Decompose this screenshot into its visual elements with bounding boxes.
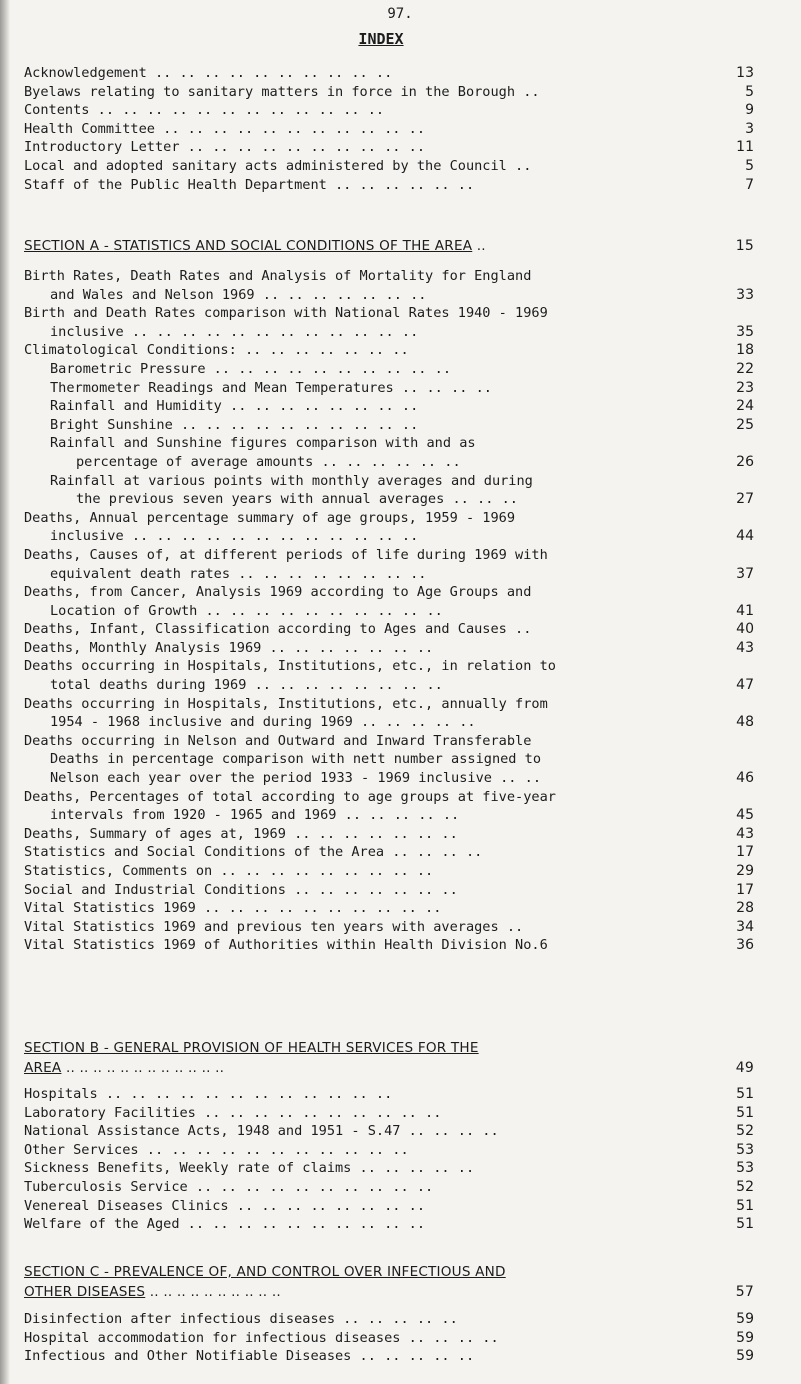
index-entry: Rainfall and Humidity .. .. .. .. .. .. .. .. 24 — [50, 398, 754, 415]
index-entry: Rainfall at various points with monthly averages and during the previous seven years with annual averages .. .. .. 27 — [50, 472, 754, 508]
section-c-heading: SECTION C - PREVALENCE OF, AND CONTROL OVER INFECTIOUS AND OTHER DISEASES .. .. .. .. .. .. .. .. .. .. 57 — [24, 1264, 754, 1300]
page-ref: 3 — [745, 120, 754, 137]
page-ref: 23 — [736, 379, 754, 396]
page-ref: 49 — [735, 1060, 754, 1076]
section-a-heading: SECTION A - STATISTICS AND SOCIAL CONDITIONS OF THE AREA .. 15 — [24, 238, 754, 254]
index-entry: Birth Rates, Death Rates and Analysis of Mortality for England and Wales and Nelson 1969 .. .. .. .. .. .. .. 33 — [24, 268, 754, 303]
index-entry: Disinfection after infectious diseases .. .. .. .. .. 59 — [24, 1311, 754, 1327]
index-entry: Barometric Pressure .. .. .. .. .. .. .. .. .. .. 22 — [50, 360, 754, 377]
index-entry: Deaths, Causes of, at different periods of life during 1969 with equivalent death rates .. .. .. .. .. .. .. .. 37 — [24, 546, 754, 582]
page-ref: 40 — [736, 621, 754, 638]
index-entry: Deaths, Monthly Analysis 1969 .. .. .. .. .. .. .. 43 — [24, 639, 754, 656]
section-c-entries — [24, 1310, 754, 1366]
page-ref: 36 — [736, 937, 754, 954]
page-ref: 44 — [736, 528, 754, 545]
index-entry: Deaths, Infant, Classification according to Ages and Causes .. 40 — [24, 621, 754, 638]
index-entry: Statistics and Social Conditions of the Area .. .. .. .. 17 — [24, 844, 754, 861]
index-entry: Vital Statistics 1969 .. .. .. .. .. .. .. .. .. .. 28 — [24, 900, 754, 917]
page-ref: 51 — [736, 1197, 754, 1214]
index-entry: Infectious and Other Notifiable Diseases .. .. .. .. .. 59 — [24, 1348, 754, 1365]
page-ref: 43 — [736, 639, 754, 656]
index-entry: Birth and Death Rates comparison with National Rates 1940 - 1969 inclusive .. .. .. .. .. .. .. .. .. .. .. .. 35 — [24, 305, 754, 340]
page-ref: 47 — [736, 677, 754, 694]
page-ref: 5 — [745, 157, 754, 174]
section-b-heading: SECTION B - GENERAL PROVISION OF HEALTH SERVICES FOR THE AREA .. .. .. .. .. .. .. .. .. .. .. .. 49 — [24, 1040, 754, 1076]
index-entry: National Assistance Acts, 1948 and 1951 - S.47 .. .. .. .. 52 — [24, 1123, 754, 1140]
index-entry: Local and adopted sanitary acts administered by the Council .. 5 — [24, 157, 754, 174]
index-entry: Other Services .. .. .. .. .. .. .. .. .. .. .. 53 — [24, 1141, 754, 1158]
index-entry: Rainfall and Sunshine figures comparison with and as percentage of average amounts .. .. .. .. .. .. 26 — [50, 435, 754, 470]
index-entry: Deaths occurring in Hospitals, Institutions, etc., in relation to total deaths during 1969 .. .. .. .. .. .. .. .. 47 — [24, 658, 754, 694]
page-ref: 9 — [745, 102, 754, 119]
index-entry: Climatological Conditions: .. .. .. .. .. .. .. 18 — [24, 342, 754, 359]
page-ref: 33 — [736, 286, 754, 303]
page-ref: 52 — [736, 1123, 754, 1140]
index-entry: Welfare of the Aged .. .. .. .. .. .. .. .. .. .. 51 — [24, 1216, 754, 1233]
index-entry: Acknowledgement .. .. .. .. .. .. .. .. .. .. 13 — [24, 65, 754, 81]
page-ref: 37 — [736, 565, 754, 582]
page-ref: 24 — [736, 398, 754, 415]
index-entry: Thermometer Readings and Mean Temperatures .. .. .. .. 23 — [50, 379, 754, 396]
index-entry: Introductory Letter .. .. .. .. .. .. .. .. .. .. 11 — [24, 139, 754, 156]
index-entry: Byelaws relating to sanitary matters in force in the Borough .. 5 — [24, 83, 754, 100]
page-ref: 28 — [736, 900, 754, 917]
page-title: INDEX — [358, 30, 404, 48]
page-ref: 15 — [735, 238, 754, 254]
section-a-entries — [24, 267, 754, 955]
index-entry: Laboratory Facilities .. .. .. .. .. .. .. .. .. .. 51 — [24, 1104, 754, 1121]
page-number: 97. — [387, 6, 413, 22]
page-ref: 51 — [736, 1104, 754, 1121]
index-entry: Hospital accommodation for infectious diseases .. .. .. .. 59 — [24, 1329, 754, 1346]
index-entry: Vital Statistics 1969 and previous ten years with averages .. 34 — [24, 918, 754, 935]
intro-entries — [24, 64, 754, 194]
index-entry: Hospitals .. .. .. .. .. .. .. .. .. .. .. .. 51 — [24, 1086, 754, 1102]
page-ref: 17 — [736, 844, 754, 861]
section-b-entries — [24, 1085, 754, 1234]
index-entry: Health Committee .. .. .. .. .. .. .. .. .. .. .. 3 — [24, 120, 754, 137]
page-ref: 29 — [736, 863, 754, 879]
page-ref: 5 — [745, 83, 754, 100]
page-ref: 52 — [736, 1178, 754, 1195]
index-entry: Tuberculosis Service .. .. .. .. .. .. .. .. .. .. 52 — [24, 1178, 754, 1195]
page-ref: 43 — [736, 825, 754, 842]
page-ref: 57 — [735, 1284, 754, 1300]
page-ref: 11 — [736, 139, 754, 156]
index-entry: Statistics, Comments on .. .. .. .. .. .. .. .. .. 29 — [24, 863, 754, 879]
page-ref: 46 — [736, 770, 754, 787]
index-entry: Deaths occurring in Nelson and Outward and Inward Transferable Deaths in percentage comparison with nett number assigned to Nelson each year over the period 1933 - 1969 inclusive .. .. 46 — [24, 732, 754, 787]
page-ref: 51 — [736, 1216, 754, 1233]
index-entry: Social and Industrial Conditions .. .. .. .. .. .. .. 17 — [24, 881, 754, 898]
page-ref: 25 — [736, 416, 754, 433]
page-ref: 22 — [736, 360, 754, 377]
index-entry: Deaths, Annual percentage summary of age groups, 1959 - 1969 inclusive .. .. .. .. .. .. .. .. .. .. .. .. 44 — [24, 509, 754, 545]
index-entry: Deaths, from Cancer, Analysis 1969 according to Age Groups and Location of Growth .. .. .. .. .. .. .. .. .. .. 41 — [24, 584, 754, 619]
page-ref: 51 — [736, 1086, 754, 1102]
page-ref: 59 — [736, 1348, 754, 1365]
page-ref: 59 — [736, 1311, 754, 1327]
page-ref: 41 — [736, 602, 754, 619]
page-ref: 13 — [736, 65, 754, 81]
page-ref: 18 — [736, 342, 754, 359]
index-entry: Venereal Diseases Clinics .. .. .. .. .. .. .. .. 51 — [24, 1197, 754, 1214]
index-entry: Contents .. .. .. .. .. .. .. .. .. .. .. .. 9 — [24, 102, 754, 119]
page-ref: 53 — [736, 1141, 754, 1158]
index-entry: Bright Sunshine .. .. .. .. .. .. .. .. .. .. 25 — [50, 416, 754, 433]
page-ref: 53 — [736, 1160, 754, 1177]
page-ref: 59 — [736, 1329, 754, 1346]
page-ref: 17 — [736, 881, 754, 898]
page-ref: 26 — [736, 453, 754, 470]
index-entry: Deaths, Percentages of total according to age groups at five-year intervals from 1920 - 1965 and 1969 .. .. .. .. .. 45 — [24, 788, 754, 824]
page-ref: 34 — [736, 918, 754, 935]
index-entry: Staff of the Public Health Department .. .. .. .. .. .. 7 — [24, 176, 754, 193]
index-entry: Sickness Benefits, Weekly rate of claims .. .. .. .. .. 53 — [24, 1160, 754, 1177]
index-entry: Vital Statistics 1969 of Authorities within Health Division No.6 36 — [24, 937, 754, 954]
index-entry: Deaths, Summary of ages at, 1969 .. .. .. .. .. .. .. 43 — [24, 825, 754, 842]
index-entry: Deaths occurring in Hospitals, Institutions, etc., annually from 1954 - 1968 inclusive and during 1969 .. .. .. .. .. 48 — [24, 695, 754, 731]
page-ref: 48 — [736, 714, 754, 731]
page-ref: 7 — [745, 176, 754, 193]
page-ref: 45 — [736, 807, 754, 824]
page-ref: 27 — [736, 491, 754, 508]
page-ref: 35 — [736, 323, 754, 340]
